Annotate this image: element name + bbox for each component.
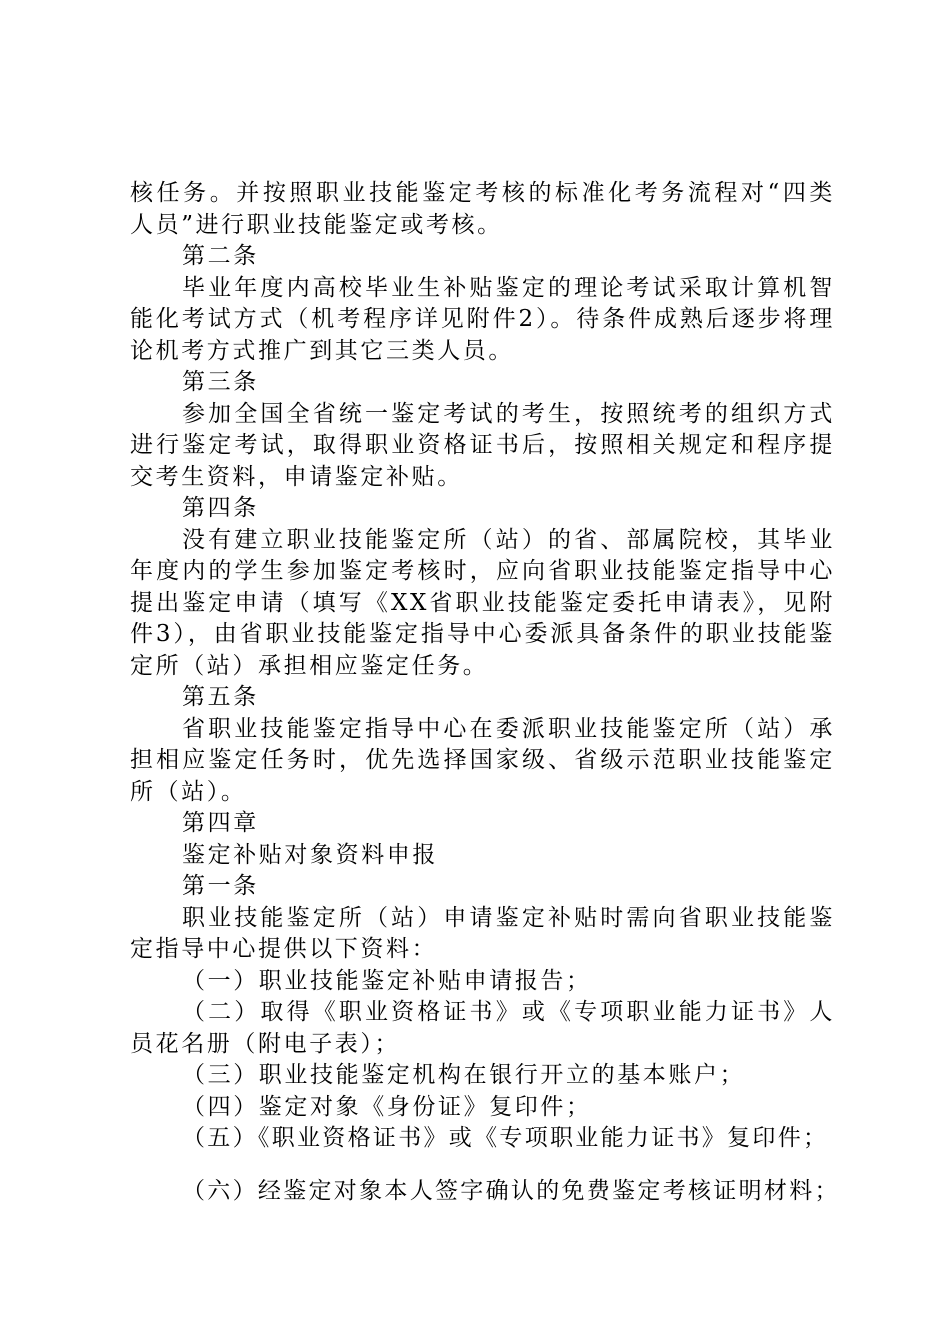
article-heading: 第五条 [182,684,259,710]
body-paragraph: 毕业年度内高校毕业生补贴鉴定的理论考试采取计算机智能化考试方式（机考程序详见附件2）。待条件成熟后逐步将理论机考方式推广到其它三类人员。 [130,274,835,364]
article-heading: 第一条 [182,873,259,899]
list-item: （二）取得《职业资格证书》或《专项职业能力证书》人员花名册（附电子表）； [130,999,835,1057]
document-page [130,178,840,1207]
article-heading: 第二条 [182,243,259,269]
article-heading: 第四条 [182,495,259,521]
body-paragraph: 参加全国全省统一鉴定考试的考生，按照统考的组织方式进行鉴定考试，取得职业资格证书后，按照相关规定和程序提交考生资料，申请鉴定补贴。 [130,400,835,490]
body-paragraph: 没有建立职业技能鉴定所（站）的省、部属院校，其毕业年度内的学生参加鉴定考核时，应向省职业技能鉴定指导中心提出鉴定申请（填写《XX省职业技能鉴定委托申请表》，见附件3），由省职业技能鉴定指导中心委派具备条件的职业技能鉴定所（站）承担相应鉴定任务。 [130,526,835,679]
body-paragraph: 省职业技能鉴定指导中心在委派职业技能鉴定所（站）承担相应鉴定任务时，优先选择国家级、省级示范职业技能鉴定所（站）。 [130,715,835,805]
body-paragraph: 职业技能鉴定所（站）申请鉴定补贴时需向省职业技能鉴定指导中心提供以下资料： [130,904,835,962]
chapter-title: 鉴定补贴对象资料申报 [182,841,438,868]
chapter-heading: 第四章 [182,810,259,836]
body-paragraph: 核任务。并按照职业技能鉴定考核的标准化考务流程对“四类人员”进行职业技能鉴定或考核。 [130,180,835,238]
list-item: （四）鉴定对象《身份证》复印件； [182,1093,592,1120]
list-item: （三）职业技能鉴定机构在银行开立的基本账户； [182,1062,746,1088]
article-heading: 第三条 [182,369,259,395]
list-item: （五）《职业资格证书》或《专项职业能力证书》复印件； [182,1125,829,1151]
list-item: （六）经鉴定对象本人签字确认的免费鉴定考核证明材料； [182,1177,840,1204]
list-item: （一）职业技能鉴定补贴申请报告； [182,967,592,994]
